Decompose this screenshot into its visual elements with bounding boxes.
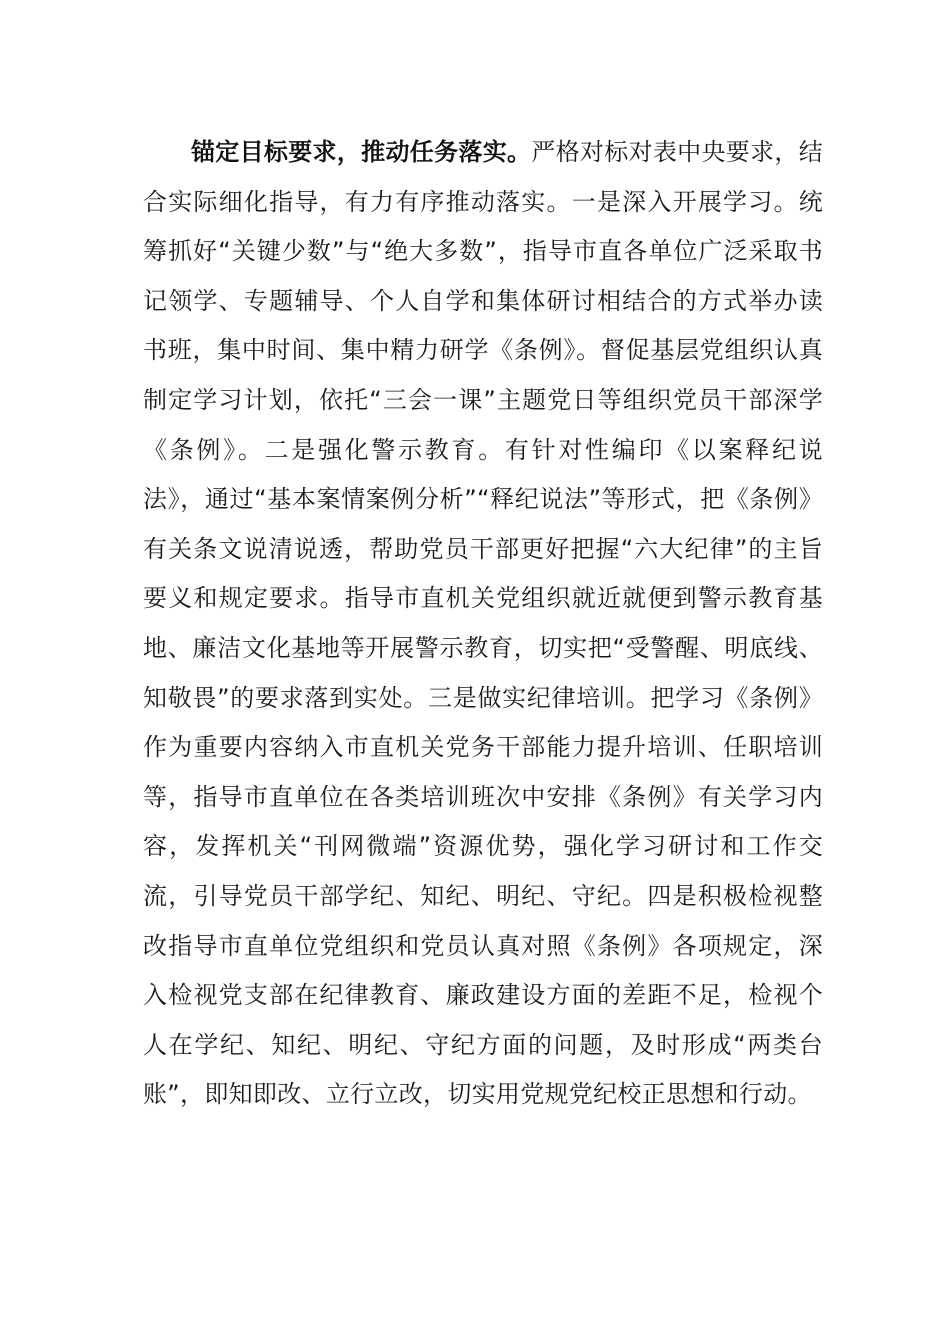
body-paragraph (143, 128, 823, 1120)
paragraph-body-text: 严格对标对表中央要求，结合实际细化指导，有力有序推动落实。一是深入开展学习。统筹抓好“关键少数”与“绝大多数”，指导市直各单位广泛采取书记领学、专题辅导、个人自学和集体研讨相结合的方式举办读书班，集中时间、集中精力研学《条例》。督促基层党组织认真制定学习计划，依托“三会一课”主题党日等组织党员干部深学《条例》。二是强化警示教育。有针对性编印《以案释纪说法》，通过“基本案情案例分析”“释纪说法”等形式，把《条例》有关条文说清说透，帮助党员干部更好把握“六大纪律”的主旨要义和规定要求。指导市直机关党组织就近就便到警示教育基地、廉洁文化基地等开展警示教育，切实把“受警醒、明底线、知敬畏”的要求落到实处。三是做实纪律培训。把学习《条例》作为重要内容纳入市直机关党务干部能力提升培训、任职培训等，指导市直单位在各类培训班次中安排《条例》有关学习内容，发挥机关“刊网微端”资源优势，强化学习研讨和工作交流，引导党员干部学纪、知纪、明纪、守纪。四是积极检视整改指导市直单位党组织和党员认真对照《条例》各项规定，深入检视党支部在纪律教育、廉政建设方面的差距不足，检视个人在学纪、知纪、明纪、守纪方面的问题，及时形成“两类台账”，即知即改、立行立改，切实用党规党纪校正思想和行动。 (143, 138, 824, 1109)
paragraph-lead-heading: 锚定目标要求，推动任务落实。 (191, 138, 532, 166)
